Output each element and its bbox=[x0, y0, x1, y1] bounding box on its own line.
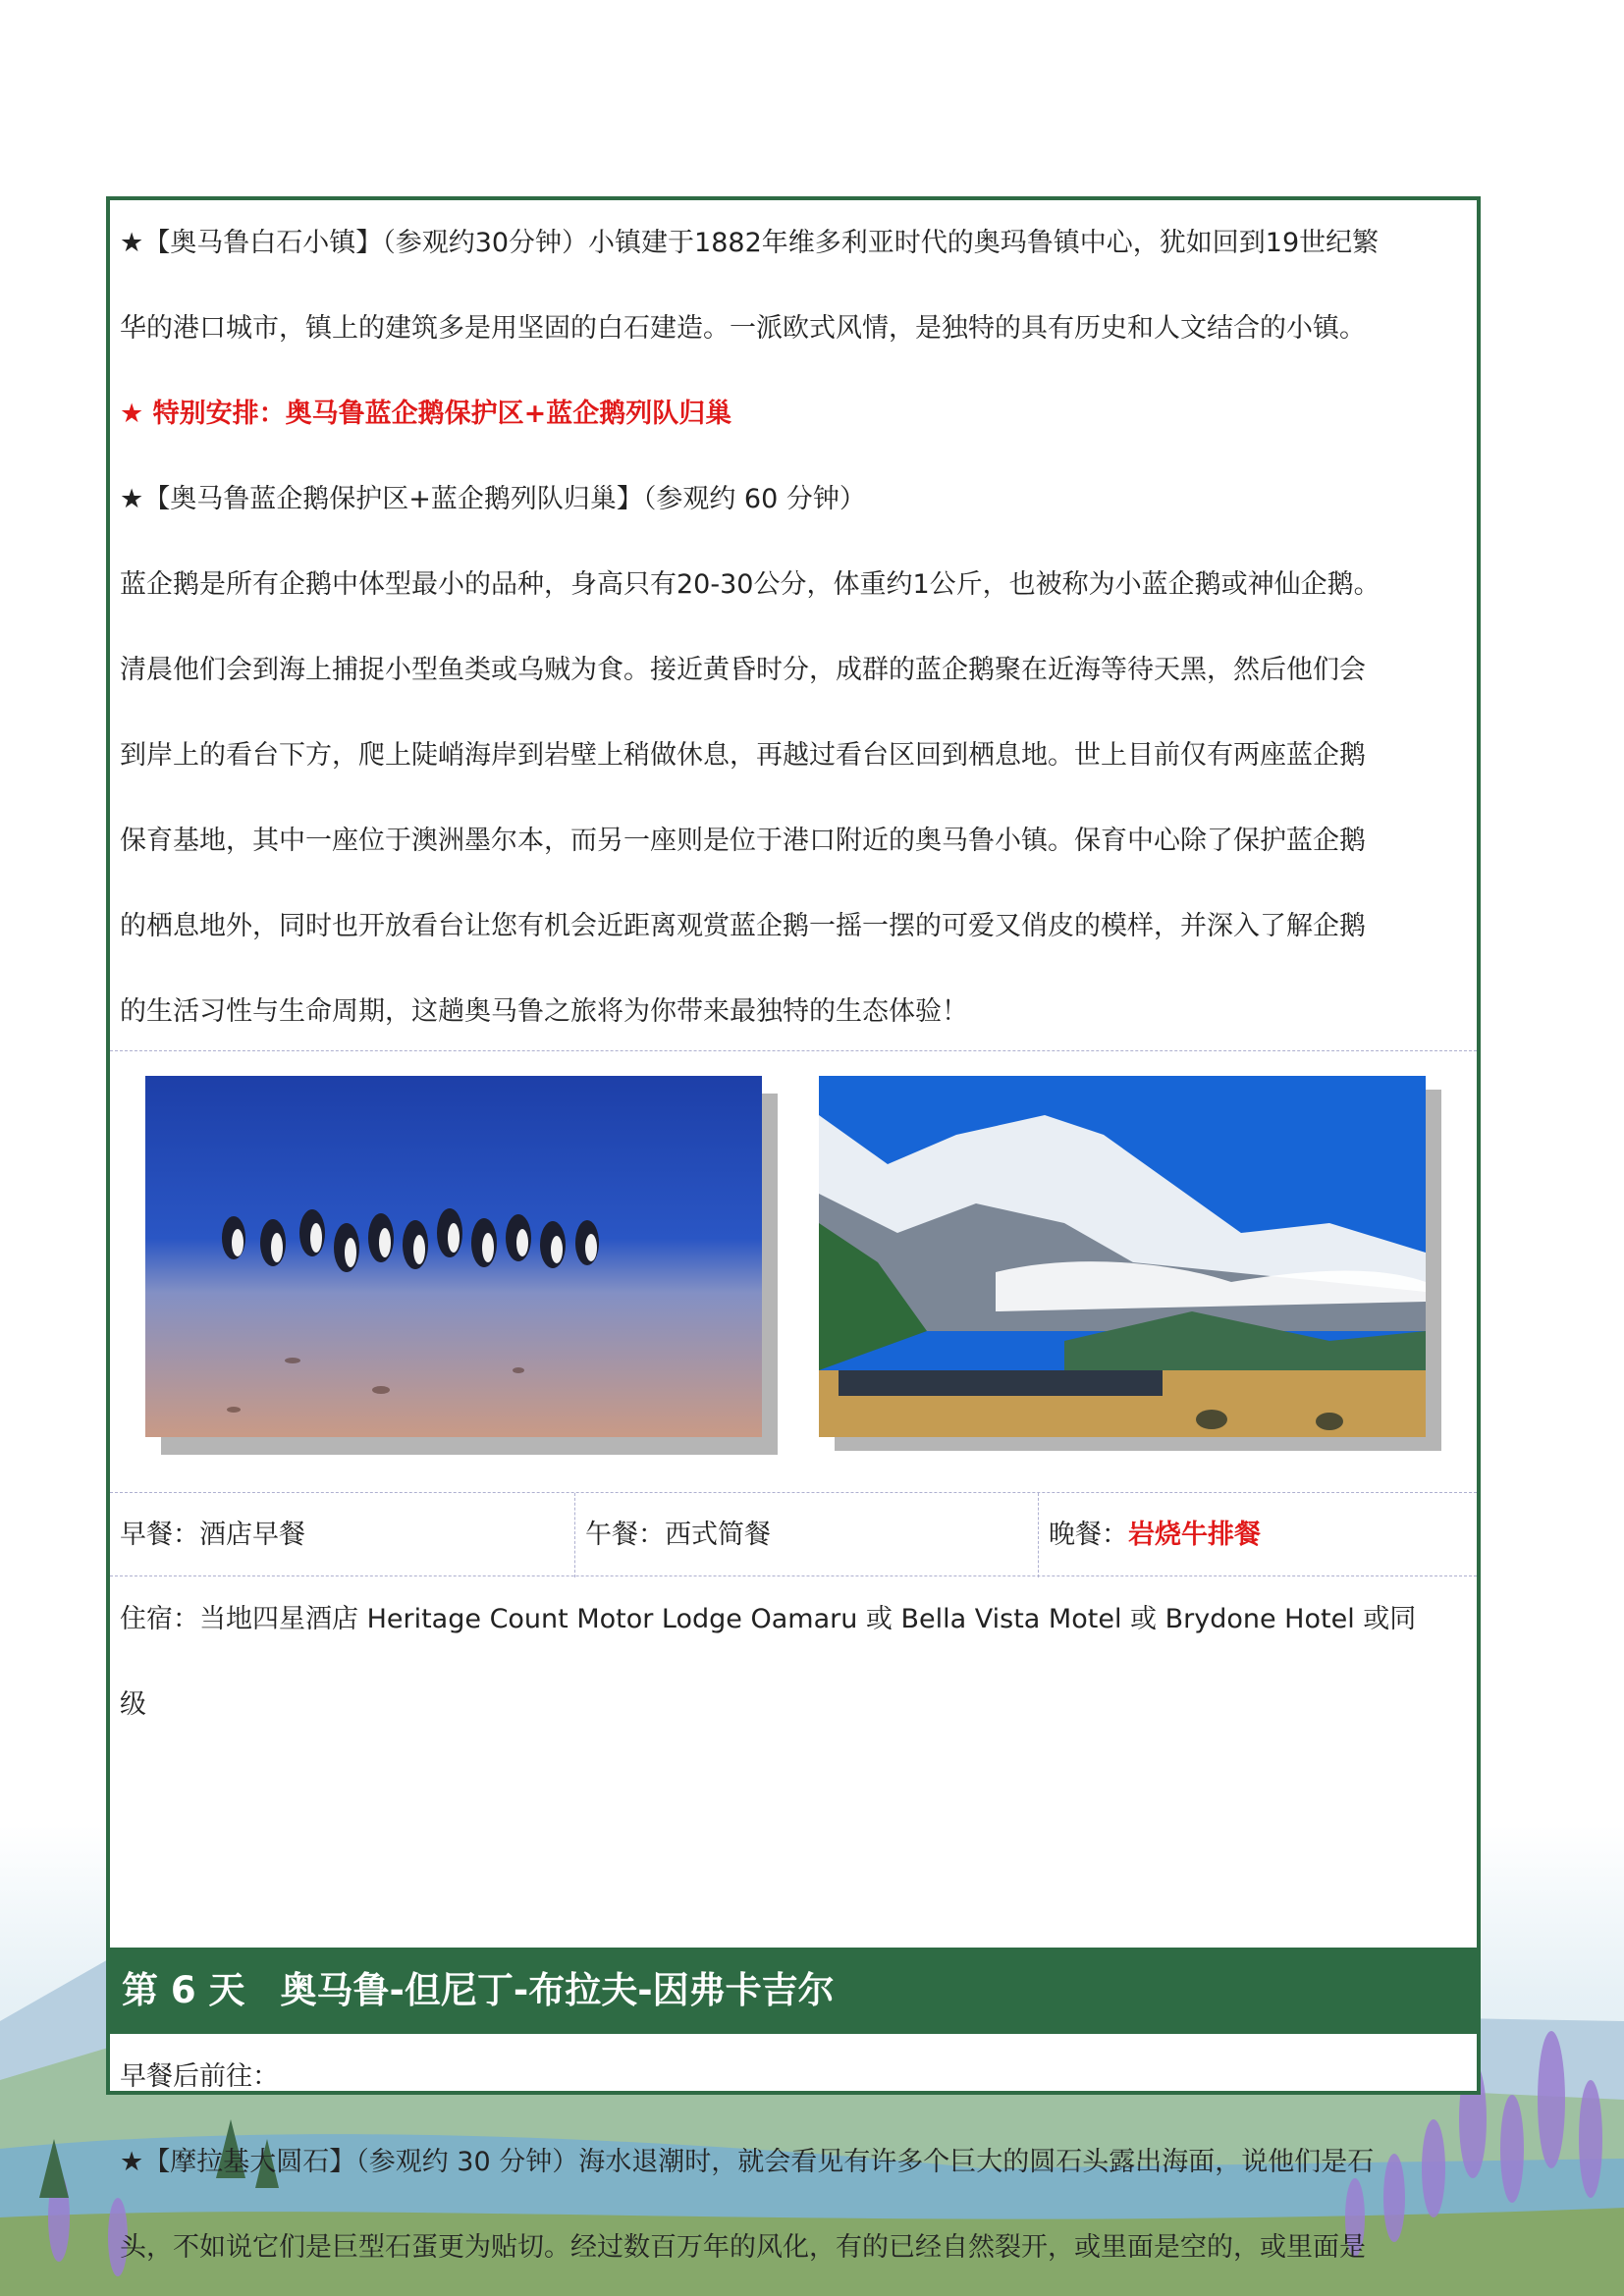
dinner-value: 岩烧牛排餐 bbox=[1128, 1520, 1261, 1550]
special-arrangement-highlight: ★ 特别安排：奥马鲁蓝企鹅保护区+蓝企鹅列队归巢 bbox=[120, 399, 732, 429]
itinerary-frame bbox=[106, 196, 1481, 2263]
day-6-header bbox=[110, 1948, 1477, 2034]
day-6-content bbox=[110, 2034, 1477, 2290]
dinner-label: 晚餐： bbox=[1049, 1520, 1128, 1550]
text-line: 头，不如说它们是巨型石蛋更为贴切。经过数百万年的风化，有的已经自然裂开，或里面是空的，或里面是 bbox=[120, 2232, 1366, 2263]
breakfast-value: 酒店早餐 bbox=[199, 1520, 305, 1550]
lunch-label: 午餐： bbox=[585, 1520, 665, 1550]
text-line: 的生活习性与生命周期，这趟奥马鲁之旅将为你带来最独特的生态体验！ bbox=[120, 996, 968, 1027]
white-stone-town-paragraph bbox=[110, 200, 1477, 1054]
photo-row bbox=[110, 1052, 1477, 1490]
breakfast-cell bbox=[110, 1493, 574, 1577]
breakfast-label: 早餐： bbox=[120, 1520, 199, 1550]
text-line: 蓝企鹅是所有企鹅中体型最小的品种，身高只有20-30公分，体重约1公斤，也被称为小蓝企鹅或神仙企鹅。 bbox=[120, 569, 1380, 600]
penguin-heading: ★【奥马鲁蓝企鹅保护区+蓝企鹅列队归巢】（参观约 60 分钟） bbox=[120, 484, 866, 514]
text-line: 的栖息地外，同时也开放看台让您有机会近距离观赏蓝企鹅一摇一摆的可爱又俏皮的模样，并深入了解企鹅 bbox=[120, 911, 1366, 941]
day-number: 第 6 天 bbox=[122, 1969, 245, 2011]
hotel-info bbox=[110, 1576, 1477, 1747]
text-line: ★【奥马鲁白石小镇】（参观约30分钟）小镇建于1882年维多利亚时代的奥玛鲁镇中心，犹如回到19世纪繁 bbox=[120, 228, 1380, 258]
text-line: ★【摩拉基大圆石】（参观约 30 分钟）海水退潮时，就会看见有许多个巨大的圆石头露出海面，说他们是石 bbox=[120, 2147, 1375, 2177]
hotel-line: 级 bbox=[120, 1689, 146, 1720]
day-intro: 早餐后前往： bbox=[120, 2061, 279, 2092]
dinner-cell bbox=[1038, 1493, 1477, 1577]
text-line: 华的港口城市，镇上的建筑多是用坚固的白石建造。一派欧式风情，是独特的具有历史和人文结合的小镇。 bbox=[120, 313, 1366, 344]
text-line: 保育基地，其中一座位于澳洲墨尔本，而另一座则是位于港口附近的奥马鲁小镇。保育中心除了保护蓝企鹅 bbox=[120, 826, 1366, 856]
mountain-photo bbox=[819, 1076, 1426, 1437]
section-divider bbox=[110, 1050, 1477, 1051]
lunch-value: 西式简餐 bbox=[665, 1520, 771, 1550]
hotel-line: 住宿：当地四星酒店 Heritage Count Motor Lodge Oamaru 或 Bella Vista Motel 或 Brydone Hotel 或同 bbox=[120, 1604, 1417, 1634]
text-line: 到岸上的看台下方，爬上陡峭海岸到岩壁上稍做休息，再越过看台区回到栖息地。世上目前仅有两座蓝企鹅 bbox=[120, 740, 1366, 771]
penguin-photo bbox=[145, 1076, 762, 1437]
day-route: 奥马鲁-但尼丁-布拉夫-因弗卡吉尔 bbox=[280, 1969, 835, 2011]
text-line: 清晨他们会到海上捕捉小型鱼类或乌贼为食。接近黄昏时分，成群的蓝企鹅聚在近海等待天黑，然后他们会 bbox=[120, 655, 1366, 685]
lunch-cell bbox=[574, 1493, 1038, 1577]
meals-row bbox=[110, 1492, 1477, 1576]
